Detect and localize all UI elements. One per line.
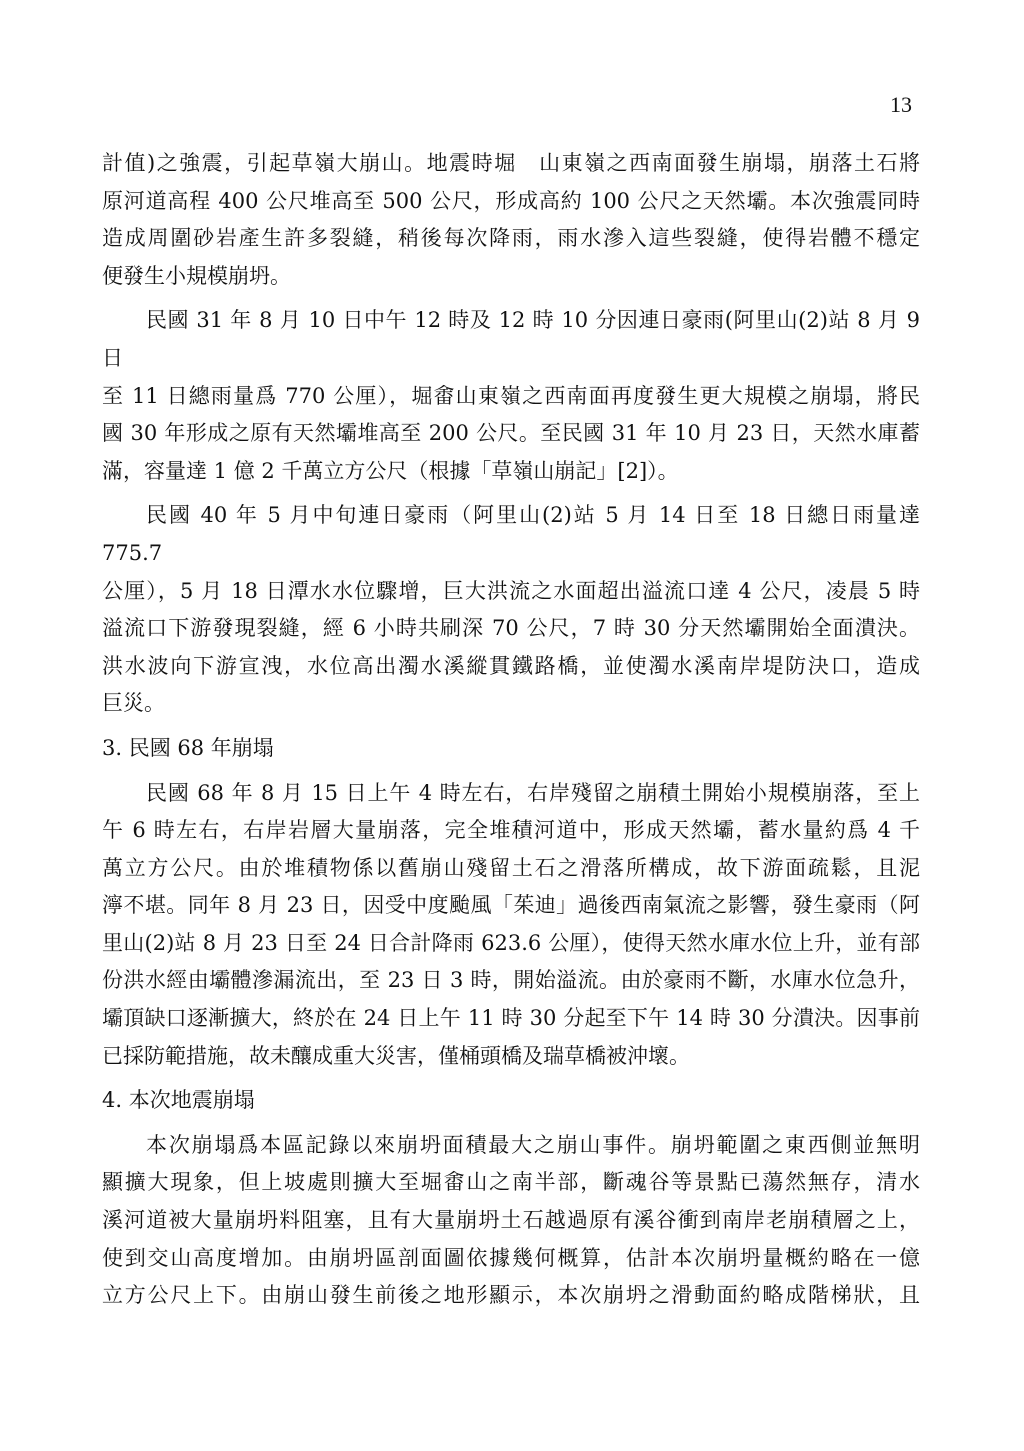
text-line: 壩頂缺口逐漸擴大，終於在 24 日上午 11 時 30 分起至下午 14 時 30 分潰決。因事前 [102,1006,920,1031]
paragraph [102,497,920,723]
text-line: 濘不堪。同年 8 月 23 日，因受中度颱風「茱迪」過後西南氣流之影響，發生豪雨（阿 [102,893,920,918]
text-line: 計值)之強震，引起草嶺大崩山。地震時堀 山東嶺之西南面發生崩塌，崩落土石將 [102,151,920,175]
paragraph [102,775,920,1076]
text-line: 民國 40 年 5 月中旬連日豪雨（阿里山(2)站 5 月 14 日至 18 日總日雨量達 775.7 [102,503,920,565]
paragraph [102,1127,920,1315]
text-line: 顯擴大現象，但上坡處則擴大至堀畬山之南半部，斷魂谷等景點已蕩然無存，清水 [102,1170,920,1195]
text-line: 洪水波向下游宣洩，水位高出濁水溪縱貫鐵路橋，並使濁水溪南岸堤防決口，造成 [102,653,920,678]
text-line: 民國 68 年 8 月 15 日上午 4 時左右，右岸殘留之崩積土開始小規模崩落，至上 [146,780,920,805]
text-line: 使到交山高度增加。由崩坍區剖面圖依據幾何概算，估計本次崩坍量概約略在一億 [102,1245,920,1270]
page-number: 13 [890,92,912,117]
text-line: 國 30 年形成之原有天然壩堆高至 200 公尺。至民國 31 年 10 月 23 日，天然水庫蓄 [102,421,920,446]
text-line: 里山(2)站 8 月 23 日至 24 日合計降雨 623.6 公厘），使得天然水庫水位上升，並有部 [102,930,920,955]
text-line: 公厘），5 月 18 日潭水水位驟增，巨大洪流之水面超出溢流口達 4 公尺，凌晨 5 時 [102,578,920,603]
text-line: 原河道高程 400 公尺堆高至 500 公尺，形成高約 100 公尺之天然壩。本次強震同時 [102,188,920,213]
text-line: 溢流口下游發現裂縫，經 6 小時共刷深 70 公尺，7 時 30 分天然壩開始全面潰決。 [102,616,920,641]
text-line: 萬立方公尺。由於堆積物係以舊崩山殘留土石之滑落所構成，故下游面疏鬆，且泥 [102,855,920,880]
paragraph [102,145,920,295]
text-line: 民國 31 年 8 月 10 日中午 12 時及 12 時 10 分因連日豪雨(阿里山(2)站 8 月 9 日 [102,308,920,370]
document-body [102,145,920,1322]
text-line: 本次崩塌爲本區記錄以來崩坍面積最大之崩山事件。崩坍範圍之東西側並無明 [146,1132,920,1157]
section-heading: 4. 本次地震崩塌 [102,1088,255,1113]
text-line: 份洪水經由壩體滲漏流出，至 23 日 3 時，開始溢流。由於豪雨不斷，水庫水位急升， [102,968,920,993]
paragraph [102,302,920,490]
text-line: 午 6 時左右，右岸岩層大量崩落，完全堆積河道中，形成天然壩，蓄水量約爲 4 千 [102,818,920,843]
text-line: 已採防範措施，故未釀成重大災害，僅桶頭橋及瑞草橋被沖壞。 [102,1043,690,1068]
text-line: 至 11 日總雨量爲 770 公厘），堀畬山東嶺之西南面再度發生更大規模之崩塌，將民 [102,383,920,408]
text-line: 立方公尺上下。由崩山發生前後之地形顯示，本次崩坍之滑動面約略成階梯狀，且 [102,1283,920,1308]
text-line: 滿，容量達 1 億 2 千萬立方公尺（根據「草嶺山崩記」[2]）。 [102,458,679,483]
text-line: 造成周圍砂岩產生許多裂縫，稍後每次降雨，雨水滲入這些裂縫，使得岩體不穩定 [102,226,920,251]
text-line: 便發生小規模崩坍。 [102,263,291,288]
text-line: 溪河道被大量崩坍料阻塞，且有大量崩坍土石越過原有溪谷衝到南岸老崩積層之上， [102,1208,920,1233]
section-heading: 3. 民國 68 年崩塌 [102,735,274,760]
text-line: 巨災。 [102,691,165,716]
